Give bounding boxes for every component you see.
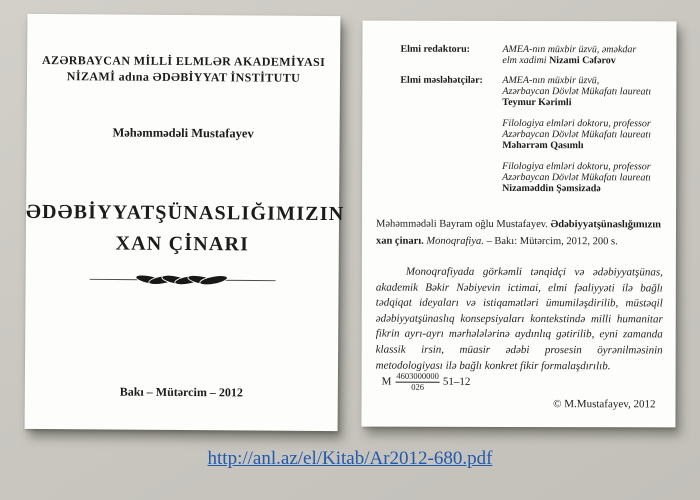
consultant-name: Nizaməddin Şəmsizadə: [502, 182, 601, 195]
citation-title: Ədəbiyyatşünaslığımızın xan çinarı.: [375, 219, 662, 247]
consultant-name: Məhərrəm Qasımlı: [502, 139, 584, 152]
book-title-page: [25, 14, 345, 431]
catalog-suffix: 51–12: [442, 375, 471, 388]
institution-line1: AZƏRBAYCAN MİLLİ ELMLƏR AKADEMİYASI: [41, 53, 326, 69]
catalog-denominator: 026: [411, 381, 424, 392]
book-title: [25, 197, 345, 261]
pdf-link[interactable]: http://anl.az/el/Kitab/Ar2012-680.pdf: [207, 448, 493, 469]
ornament-divider: [26, 271, 339, 294]
author-name: Məhəmmədəli Mustafayev: [112, 125, 254, 141]
book-title-line1: ƏDƏBİYYATŞÜNASLIĞIMIZIN: [25, 200, 345, 226]
imprint-line: Bakı – Mütərcim – 2012: [119, 384, 243, 400]
catalog-fraction: [395, 372, 440, 392]
citation-genre: Monoqrafiya.: [426, 235, 484, 247]
copyright-line: © M.Mustafayev, 2012: [553, 398, 656, 411]
consultant-entry: Filologiya elmləri doktoru, professor Azərbaycan Dövlət Mükafatı laureatı Məhərrəm Qasımlı: [502, 118, 666, 151]
editor-desc-line2: elm xadimi Nizami Cəfərov: [502, 54, 616, 67]
braid-ornament-icon: [87, 271, 277, 288]
institution-line2: NİZAMİ adına ƏDƏBİYYAT İNSTİTUTU: [66, 68, 301, 85]
book-copyright-page: [361, 21, 676, 428]
citation-publisher: – Bakı: Mütərcim, 2012, 200 s.: [486, 235, 618, 248]
editor-value: [502, 44, 666, 66]
abstract-paragraph: Monoqrafiyada görkəmli tənqidçi və ədəbiyyatşünas, akademik Bəkir Nəbiyevin ictimai, elmi fəaliyyəti ilə bağlı tədqiqat ideyaları və istiqamətləri ümumiləşdirilib, müstəqil ədəbiyyatşünaslıq konsepsiyaları kontekstində milli humanitar fikrin ayrı-ayrı mərhələlərinə aydınlıq gətirilib, eyni zamanda klassik irsin, müasir ədəbi prosesin öyrənilməsinin metodologiyası ilə bağlı konkret fikir formalaşdırılıb.: [375, 265, 663, 372]
consultants-list: [502, 75, 666, 194]
catalog-code: [382, 372, 471, 392]
citation-author: Məhəmmədəli Bayram oğlu Mustafayev.: [375, 218, 548, 231]
bibliographic-citation: [376, 216, 663, 251]
consultants-row: [400, 75, 666, 195]
pdf-link-bar: [0, 448, 700, 470]
credits-block: [400, 44, 666, 204]
editor-row: [400, 44, 666, 67]
catalog-prefix: M: [381, 375, 392, 388]
consultant-entry: AMEA-nın müxbir üzvü, Azərbaycan Dövlət Mükafatı laureatı Teymur Kərimli: [502, 75, 666, 108]
editor-label: Elmi redaktoru:: [400, 43, 471, 55]
institution-header: [27, 53, 340, 86]
editor-name: Nizami Cəfərov: [549, 55, 616, 67]
consultants-label: Elmi məsləhətçilər:: [400, 74, 483, 86]
editor-desc-line1: AMEA-nın müxbir üzvü, əməkdar: [502, 43, 637, 56]
consultant-name: Teymur Kərimli: [502, 96, 572, 109]
consultant-entry: Filologiya elmləri doktoru, professor Azərbaycan Dövlət Mükafatı laureatı Nizaməddin Şəmsizadə: [502, 161, 666, 194]
catalog-numerator: 4603000000: [396, 370, 439, 381]
book-title-line2: XAN ÇİNARI: [115, 232, 250, 256]
